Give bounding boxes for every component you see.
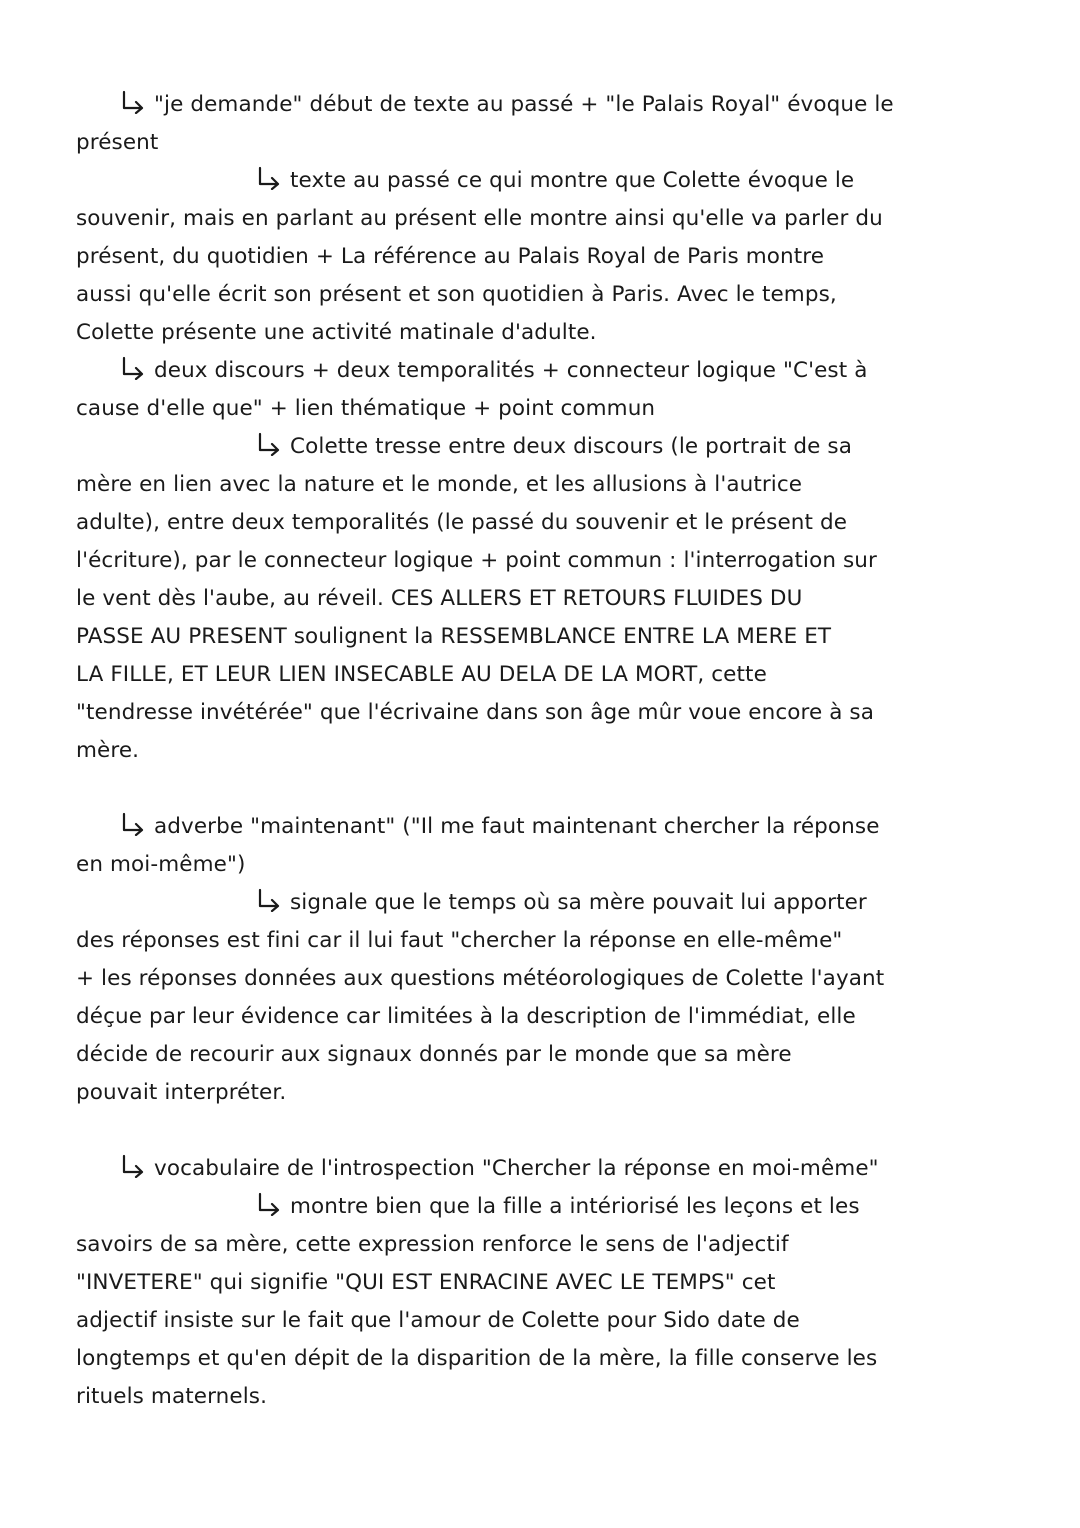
- note-line: rituels maternels.: [76, 1384, 268, 1409]
- arrow-down-right-icon: [256, 1192, 282, 1216]
- note-text: signale que le temps où sa mère pouvait lui apporter: [290, 890, 867, 915]
- arrow-down-right-icon: [256, 888, 282, 912]
- note-text: montre bien que la fille a intériorisé les leçons et les: [290, 1194, 860, 1219]
- note-line: longtemps et qu'en dépit de la disparition de la mère, la fille conserve les: [76, 1346, 878, 1371]
- note-line: en moi-même"): [76, 852, 246, 877]
- note-line: déçue par leur évidence car limitées à la description de l'immédiat, elle: [76, 1004, 856, 1029]
- note-line: mère en lien avec la nature et le monde, et les allusions à l'autrice: [76, 472, 803, 497]
- note-line: adjectif insiste sur le fait que l'amour de Colette pour Sido date de: [76, 1308, 800, 1333]
- bullet-line: [120, 808, 1050, 846]
- note-line: "tendresse invétérée" que l'écrivaine dans son âge mûr voue encore à sa: [76, 700, 875, 725]
- note-text: vocabulaire de l'introspection "Chercher la réponse en moi-même": [154, 1156, 879, 1181]
- sub-bullet-line: [256, 1188, 1080, 1226]
- note-line: souvenir, mais en parlant au présent elle montre ainsi qu'elle va parler du: [76, 206, 883, 231]
- note-line: des réponses est fini car il lui faut "chercher la réponse en elle-même": [76, 928, 843, 953]
- note-text: "je demande" début de texte au passé + "le Palais Royal" évoque le: [154, 92, 894, 117]
- note-line: + les réponses données aux questions météorologiques de Colette l'ayant: [76, 966, 885, 991]
- note-line: LA FILLE, ET LEUR LIEN INSECABLE AU DELA DE LA MORT, cette: [76, 662, 767, 687]
- note-line: présent, du quotidien + La référence au Palais Royal de Paris montre: [76, 244, 825, 269]
- note-text: adverbe "maintenant" ("Il me faut maintenant chercher la réponse: [154, 814, 880, 839]
- note-line: l'écriture), par le connecteur logique + point commun : l'interrogation sur: [76, 548, 877, 573]
- note-line: aussi qu'elle écrit son présent et son quotidien à Paris. Avec le temps,: [76, 282, 837, 307]
- bullet-line: [120, 1150, 1050, 1188]
- arrow-down-right-icon: [120, 1154, 146, 1178]
- note-line: Colette présente une activité matinale d'adulte.: [76, 320, 597, 345]
- bullet-line: [120, 86, 1050, 124]
- note-line: PASSE AU PRESENT soulignent la RESSEMBLANCE ENTRE LA MERE ET: [76, 624, 832, 649]
- arrow-down-right-icon: [256, 166, 282, 190]
- note-line: "INVETERE" qui signifie "QUI EST ENRACINE AVEC LE TEMPS" cet: [76, 1270, 776, 1295]
- note-line: pouvait interpréter.: [76, 1080, 287, 1105]
- arrow-down-right-icon: [120, 812, 146, 836]
- sub-bullet-line: [256, 428, 1080, 466]
- note-line: mère.: [76, 738, 140, 763]
- note-text: texte au passé ce qui montre que Colette évoque le: [290, 168, 855, 193]
- arrow-down-right-icon: [120, 356, 146, 380]
- bullet-line: [120, 352, 1050, 390]
- sub-bullet-line: [256, 884, 1080, 922]
- arrow-down-right-icon: [256, 432, 282, 456]
- note-line: adulte), entre deux temporalités (le passé du souvenir et le présent de: [76, 510, 848, 535]
- arrow-down-right-icon: [120, 90, 146, 114]
- note-line: présent: [76, 130, 159, 155]
- note-line: savoirs de sa mère, cette expression renforce le sens de l'adjectif: [76, 1232, 789, 1257]
- note-text: Colette tresse entre deux discours (le portrait de sa: [290, 434, 852, 459]
- note-text: deux discours + deux temporalités + connecteur logique "C'est à: [154, 358, 868, 383]
- note-line: décide de recourir aux signaux donnés par le monde que sa mère: [76, 1042, 792, 1067]
- note-line: le vent dès l'aube, au réveil. CES ALLERS ET RETOURS FLUIDES DU: [76, 586, 803, 611]
- sub-bullet-line: [256, 162, 1080, 200]
- note-line: cause d'elle que" + lien thématique + point commun: [76, 396, 656, 421]
